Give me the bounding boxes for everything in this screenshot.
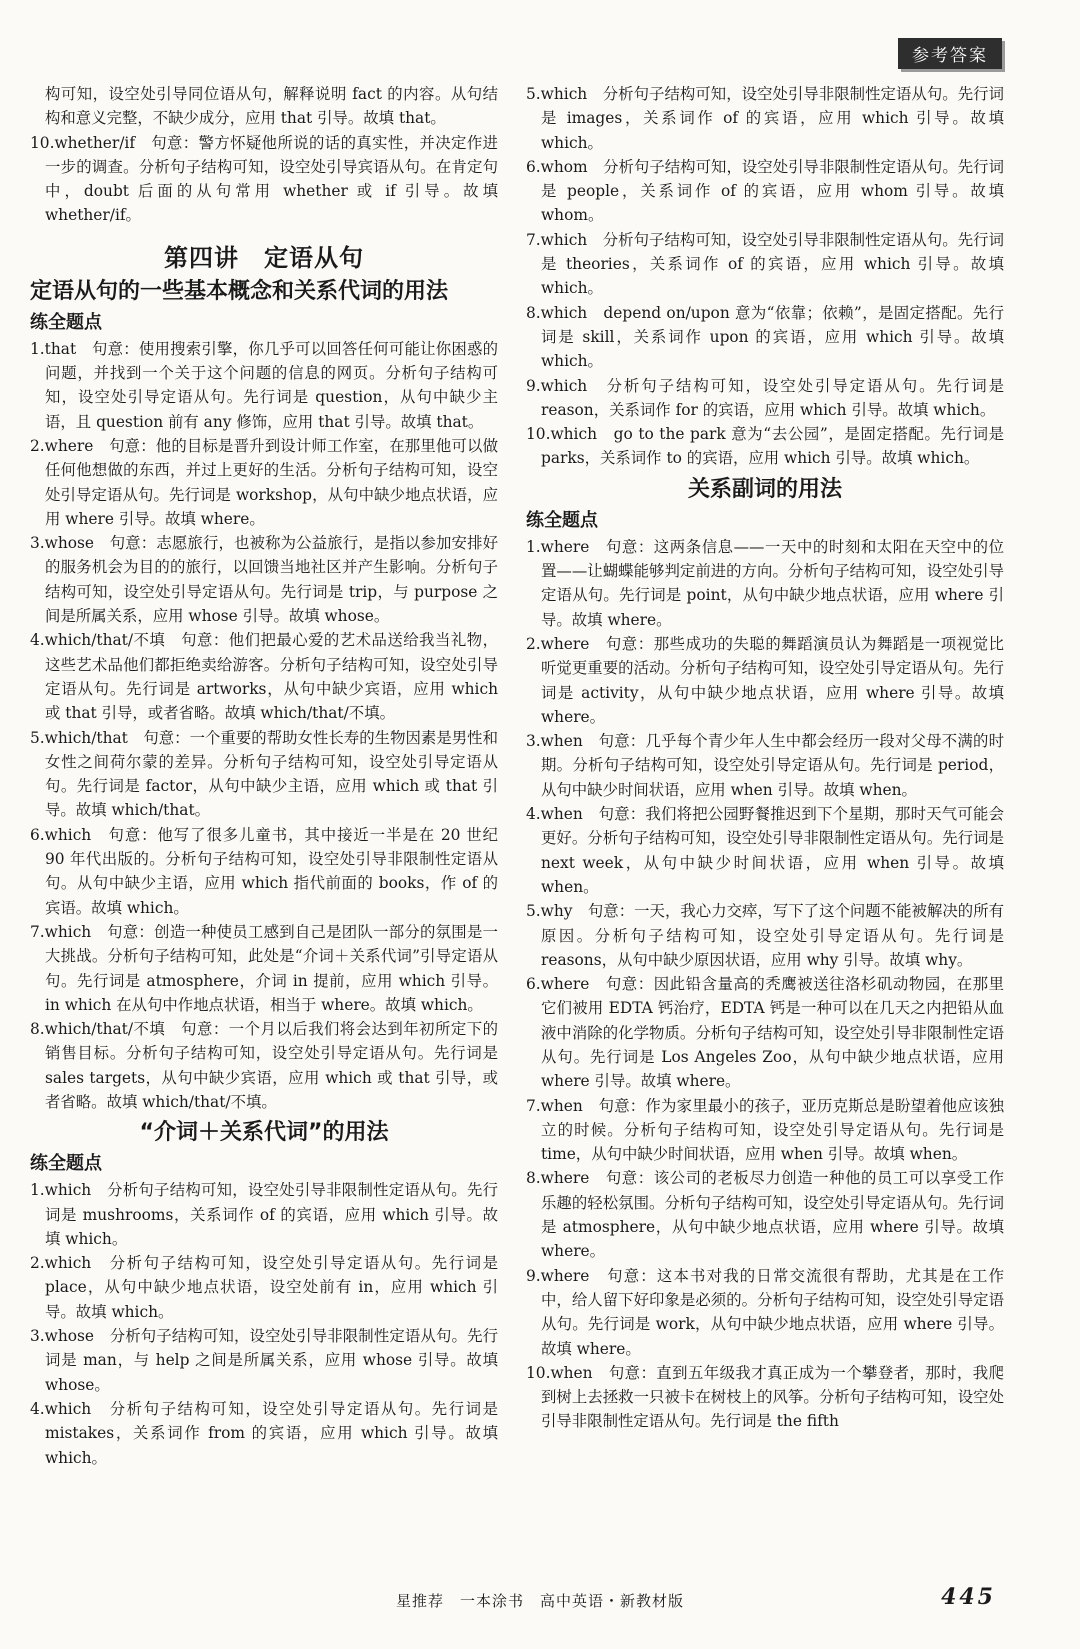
answer-item: 2.where 句意：他的目标是晋升到设计师工作室，在那里他可以做任何他想做的东西，并过上更好的生活。分析句子结构可知，设空处引导定语从句。先行词是 workshop，从句中缺少地点状语，应用 where 引导。故填 where。 bbox=[30, 436, 498, 528]
page-footer: 星推荐 一本涂书 高中英语・新教材版 bbox=[395, 1592, 684, 1610]
answer-item: 10.when 句意：直到五年级我才真正成为一个攀登者，那时，我爬到树上去拯救一只被卡在树枝上的风筝。分析句子结构可知，设空处引导非限制性定语从句。先行词是 the fifth bbox=[526, 1363, 1004, 1431]
answer-item: 7.when 句意：作为家里最小的孩子，亚历克斯总是盼望着他应该独立的时候。分析句子结构可知，设空处引导定语从句。先行词是 time，从句中缺少时间状语，应用 when 引导。故填 when。 bbox=[526, 1096, 1004, 1164]
answer-item: 6.where 句意：因此铅含量高的秃鹰被送往洛杉矶动物园，在那里它们被用 EDTA 钙治疗，EDTA 钙是一种可以在几天之内把铅从血液中消除的化学物质。分析句子结构可知，设空处引导非限制性定语从句。先行词是 Los Angeles Zoo，从句中缺少地点状语，应用 where 引导。故填 where。 bbox=[526, 975, 1004, 1091]
answer-item: 8.where 句意：该公司的老板尽力创造一种他的员工可以享受工作乐趣的轻松氛围。分析句子结构可知，设空处引导定语从句。先行词是 atmosphere，从句中缺少地点状语，应用 where 引导。故填 where。 bbox=[526, 1169, 1004, 1261]
practice-subheading: 练全题点 bbox=[526, 509, 598, 531]
section-title-relative-adverbs: 关系副词的用法 bbox=[687, 476, 842, 502]
answer-item: 10.whether/if 句意：警方怀疑他所说的话的真实性，并决定作进一步的调查。分析句子结构可知，设空处引导宾语从句。在肯定句中，doubt 后面的从句常用 whether 或 if 引导。故填 whether/if。 bbox=[30, 133, 498, 225]
answer-item: 3.whose 句意：志愿旅行，也被称为公益旅行，是指以参加安排好的服务机会为目的的旅行，以回馈当地社区并产生影响。分析句子结构可知，设空处引导定语从句。先行词是 trip，与 purpose 之间是所属关系，应用 whose 引导。故填 whose。 bbox=[30, 534, 498, 626]
continued-paragraph: 构可知，设空处引导同位语从句，解释说明 fact 的内容。从句结构和意义完整，不缺少成分，应用 that 引导。故填 that。 bbox=[45, 85, 498, 128]
answer-item: 1.that 句意：使用搜索引擎，你几乎可以回答任何可能让你困惑的问题，并找到一个关于这个问题的信息的网页。分析句子结构可知，设空处引导定语从句。先行词是 question，从句中缺少主语，且 question 前有 any 修饰，应用 that 引导。故填 that。 bbox=[30, 339, 498, 431]
answer-item: 9.where 句意：这本书对我的日常交流很有帮助，尤其是在工作中，给人留下好印象是必须的。分析句子结构可知，设空处引导定语从句。先行词是 work，从句中缺少地点状语，应用 where 引导。故填 where。 bbox=[526, 1266, 1004, 1358]
left-column bbox=[30, 82, 498, 1570]
answer-item: 7.which 分析句子结构可知，设空处引导非限制性定语从句。先行词是 theories，关系词作 of 的宾语，应用 which 引导。故填 which。 bbox=[526, 230, 1004, 298]
right-column bbox=[526, 82, 1004, 1570]
practice-subheading: 练全题点 bbox=[30, 1153, 102, 1175]
answer-item: 5.which/that 句意：一个重要的帮助女性长寿的生物因素是男性和女性之间荷尔蒙的差异。分析句子结构可知，设空处引导定语从句。先行词是 factor，从句中缺少主语，应用 which 或 that 引导。故填 which/that。 bbox=[30, 728, 498, 820]
answer-item: 1.where 句意：这两条信息——一天中的时刻和太阳在天空中的位置——让蝴蝶能够判定前进的方向。分析句子结构可知，设空处引导定语从句。先行词是 point，从句中缺少地点状语，应用 where 引导。故填 where。 bbox=[526, 537, 1004, 629]
page-number: 445 bbox=[941, 1584, 996, 1610]
answer-item: 4.which 分析句子结构可知，设空处引导定语从句。先行词是 mistakes，关系词作 from 的宾语，应用 which 引导。故填 which。 bbox=[30, 1399, 498, 1467]
answer-item: 6.whom 分析句子结构可知，设空处引导非限制性定语从句。先行词是 people，关系词作 of 的宾语，应用 whom 引导。故填 whom。 bbox=[526, 157, 1004, 225]
answer-item: 9.which 分析句子结构可知，设空处引导定语从句。先行词是 reason，关系词作 for 的宾语，应用 which 引导。故填 which。 bbox=[526, 376, 1004, 419]
answer-item: 3.when 句意：几乎每个青少年人生中都会经历一段对父母不满的时期。分析句子结构可知，设空处引导定语从句。先行词是 period，从句中缺少时间状语，应用 when 引导。故填 when。 bbox=[526, 732, 1004, 799]
section-title-relative-pronouns: 定语从句的一些基本概念和关系代词的用法 bbox=[30, 278, 449, 304]
answer-item: 8.which depend on/upon 意为“依靠；依赖”，是固定搭配。先行词是 skill，关系词作 upon 的宾语，应用 which 引导。故填 which。 bbox=[526, 303, 1004, 371]
answer-item: 3.whose 分析句子结构可知，设空处引导非限制性定语从句。先行词是 man，与 help 之间是所属关系，应用 whose 引导。故填 whose。 bbox=[30, 1327, 498, 1394]
answer-item: 7.which 句意：创造一种使员工感到自己是团队一部分的氛围是一大挑战。分析句子结构可知，此处是“介词＋关系代词”引导定语从句。先行词是 atmosphere，介词 in 提前，应用 which 引导。in which 在从句中作地点状语，相当于 where。故填 which。 bbox=[30, 922, 498, 1014]
answer-item: 4.when 句意：我们将把公园野餐推迟到下个星期，那时天气可能会更好。分析句子结构可知，设空处引导非限制性定语从句。先行词是 next week，从句中缺少时间状语，应用 when 引导。故填 when。 bbox=[526, 805, 1004, 896]
answer-item: 5.why 句意：一天，我心力交瘁，写下了这个问题不能被解决的所有原因。分析句子结构可知，设空处引导定语从句。先行词是 reasons，从句中缺少原因状语，应用 why 引导。故填 why。 bbox=[526, 902, 1004, 969]
practice-subheading: 练全题点 bbox=[30, 311, 102, 333]
answer-item: 4.which/that/不填 句意：他们把最心爱的艺术品送给我当礼物，这些艺术品他们都拒绝卖给游客。分析句子结构可知，设空处引导定语从句。先行词是 artworks，从句中缺少宾语，应用 which 或 that 引导，或者省略。故填 which/that/不填。 bbox=[30, 631, 498, 723]
answer-item: 2.which 分析句子结构可知，设空处引导定语从句。先行词是 place，从句中缺少地点状语，设空处前有 in，应用 which 引导。故填 which。 bbox=[30, 1254, 498, 1321]
answer-item: 2.where 句意：那些成功的失聪的舞蹈演员认为舞蹈是一项视觉比听觉更重要的活动。分析句子结构可知，设空处引导定语从句。先行词是 activity，从句中缺少地点状语，应用 where 引导。故填 where。 bbox=[526, 634, 1004, 726]
answer-item: 5.which 分析句子结构可知，设空处引导非限制性定语从句。先行词是 images，关系词作 of 的宾语，应用 which 引导。故填 which。 bbox=[526, 85, 1004, 152]
content-columns bbox=[30, 82, 1004, 1570]
lecture-title: 第四讲 定语从句 bbox=[164, 243, 364, 272]
section-title-preposition-relative: “介词＋关系代词”的用法 bbox=[139, 1120, 389, 1146]
answer-item: 1.which 分析句子结构可知，设空处引导非限制性定语从句。先行词是 mushrooms，关系词作 of 的宾语，应用 which 引导。故填 which。 bbox=[30, 1181, 498, 1248]
answer-item: 8.which/that/不填 句意：一个月以后我们将会达到年初所定下的销售目标。分析句子结构可知，设空处引导定语从句。先行词是 sales targets，从句中缺少宾语，应用 which 或 that 引导，或者省略。故填 which/that/不填。 bbox=[30, 1020, 498, 1111]
answer-key-badge: 参考答案 bbox=[898, 38, 1002, 69]
answer-item: 6.which 句意：他写了很多儿童书，其中接近一半是在 20 世纪 90 年代出版的。分析句子结构可知，设空处引导非限制性定语从句。从句中缺少主语，应用 which 指代前面的 books，作 of 的宾语。故填 which。 bbox=[30, 825, 498, 917]
answer-item: 10.which go to the park 意为“去公园”，是固定搭配。先行词是 parks，关系词作 to 的宾语，应用 which 引导。故填 which。 bbox=[526, 425, 1004, 468]
